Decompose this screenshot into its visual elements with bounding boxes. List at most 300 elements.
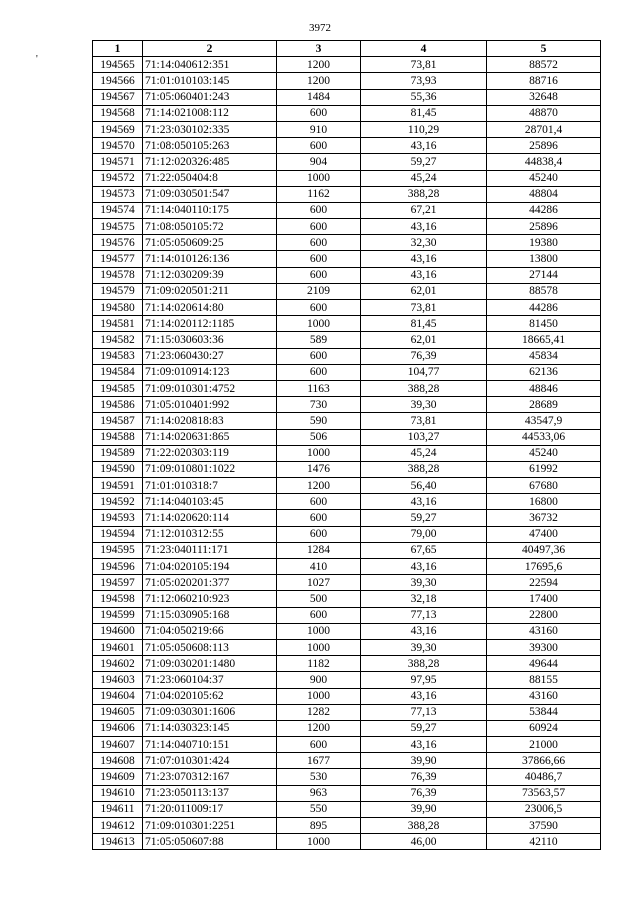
table-row: [93, 397, 601, 413]
table-cell-col-3: 600: [277, 235, 361, 251]
table-cell-col-1: 194602: [93, 656, 143, 672]
table-cell-col-1: 194568: [93, 105, 143, 121]
table-cell-col-1: 194573: [93, 186, 143, 202]
table-cell-col-2: 71:05:060401:243: [143, 89, 277, 105]
table-cell-col-2: 71:09:020501:211: [143, 283, 277, 299]
table-cell-col-1: 194586: [93, 397, 143, 413]
table-cell-col-3: 1000: [277, 445, 361, 461]
table-cell-col-5: 62136: [487, 364, 601, 380]
table-cell-col-4: 62,01: [361, 283, 487, 299]
table-cell-col-3: 1200: [277, 57, 361, 73]
table-cell-col-5: 73563,57: [487, 785, 601, 801]
table-row: [93, 251, 601, 267]
table-cell-col-2: 71:12:030209:39: [143, 267, 277, 283]
table-row: [93, 57, 601, 73]
data-table: [92, 40, 601, 850]
table-cell-col-3: 600: [277, 138, 361, 154]
table-cell-col-1: 194566: [93, 73, 143, 89]
table-row: [93, 801, 601, 817]
table-cell-col-1: 194582: [93, 332, 143, 348]
table-cell-col-1: 194572: [93, 170, 143, 186]
table-cell-col-2: 71:14:020818:83: [143, 413, 277, 429]
table-cell-col-4: 388,28: [361, 656, 487, 672]
table-cell-col-3: 910: [277, 121, 361, 137]
table-row: [93, 445, 601, 461]
table-cell-col-3: 1182: [277, 656, 361, 672]
table-row: [93, 753, 601, 769]
table-cell-col-2: 71:14:040110:175: [143, 202, 277, 218]
table-row: [93, 575, 601, 591]
table-cell-col-1: 194575: [93, 219, 143, 235]
table-cell-col-2: 71:15:030905:168: [143, 607, 277, 623]
table-row: [93, 316, 601, 332]
table-cell-col-2: 71:09:010301:2251: [143, 818, 277, 834]
table-cell-col-5: 44533,06: [487, 429, 601, 445]
table-cell-col-1: 194606: [93, 720, 143, 736]
table-cell-col-5: 17695,6: [487, 559, 601, 575]
table-cell-col-4: 73,81: [361, 300, 487, 316]
table-cell-col-2: 71:05:050607:88: [143, 834, 277, 850]
table-row: [93, 170, 601, 186]
table-cell-col-3: 600: [277, 510, 361, 526]
table-cell-col-4: 76,39: [361, 769, 487, 785]
table-cell-col-5: 28689: [487, 397, 601, 413]
table-cell-col-5: 88716: [487, 73, 601, 89]
table-row: [93, 413, 601, 429]
table-cell-col-2: 71:09:030301:1606: [143, 704, 277, 720]
table-cell-col-1: 194608: [93, 753, 143, 769]
table-cell-col-3: 1677: [277, 753, 361, 769]
table-cell-col-2: 71:14:020112:1185: [143, 316, 277, 332]
table-cell-col-2: 71:14:020620:114: [143, 510, 277, 526]
table-cell-col-5: 49644: [487, 656, 601, 672]
table-row: [93, 332, 601, 348]
table-cell-col-2: 71:09:030201:1480: [143, 656, 277, 672]
table-cell-col-2: 71:01:010318:7: [143, 478, 277, 494]
table-cell-col-3: 550: [277, 801, 361, 817]
table-cell-col-1: 194591: [93, 478, 143, 494]
table-cell-col-3: 530: [277, 769, 361, 785]
table-row: [93, 73, 601, 89]
table-cell-col-5: 60924: [487, 720, 601, 736]
table-row: [93, 542, 601, 558]
table-cell-col-1: 194579: [93, 283, 143, 299]
table-cell-col-2: 71:22:020303:119: [143, 445, 277, 461]
table-cell-col-3: 600: [277, 607, 361, 623]
table-cell-col-4: 67,65: [361, 542, 487, 558]
table-cell-col-1: 194565: [93, 57, 143, 73]
table-cell-col-4: 110,29: [361, 121, 487, 137]
table-cell-col-4: 43,16: [361, 219, 487, 235]
table-cell-col-2: 71:14:010126:136: [143, 251, 277, 267]
table-cell-col-4: 62,01: [361, 332, 487, 348]
table-cell-col-3: 600: [277, 364, 361, 380]
table-cell-col-3: 1200: [277, 720, 361, 736]
table-cell-col-4: 39,30: [361, 639, 487, 655]
table-cell-col-2: 71:14:020614:80: [143, 300, 277, 316]
table-cell-col-1: 194578: [93, 267, 143, 283]
table-cell-col-1: 194598: [93, 591, 143, 607]
table-cell-col-1: 194605: [93, 704, 143, 720]
table-cell-col-3: 600: [277, 202, 361, 218]
table-cell-col-5: 25896: [487, 219, 601, 235]
table-cell-col-1: 194604: [93, 688, 143, 704]
table-cell-col-2: 71:23:060104:37: [143, 672, 277, 688]
table-cell-col-5: 22800: [487, 607, 601, 623]
table-cell-col-2: 71:23:040111:171: [143, 542, 277, 558]
table-cell-col-1: 194576: [93, 235, 143, 251]
table-row: [93, 720, 601, 736]
table-cell-col-5: 48804: [487, 186, 601, 202]
table-row: [93, 267, 601, 283]
table-cell-col-2: 71:01:010103:145: [143, 73, 277, 89]
table-cell-col-5: 67680: [487, 478, 601, 494]
table-cell-col-1: 194580: [93, 300, 143, 316]
table-cell-col-4: 43,16: [361, 138, 487, 154]
table-row: [93, 656, 601, 672]
header-cell-4: 4: [361, 41, 487, 57]
table-cell-col-2: 71:23:050113:137: [143, 785, 277, 801]
table-row: [93, 461, 601, 477]
table-cell-col-5: 13800: [487, 251, 601, 267]
table-row: [93, 737, 601, 753]
table-cell-col-4: 43,16: [361, 737, 487, 753]
table-cell-col-2: 71:07:010301:424: [143, 753, 277, 769]
table-cell-col-2: 71:14:040612:351: [143, 57, 277, 73]
table-cell-col-5: 48870: [487, 105, 601, 121]
table-row: [93, 785, 601, 801]
table-cell-col-2: 71:04:020105:194: [143, 559, 277, 575]
table-cell-col-3: 500: [277, 591, 361, 607]
table-cell-col-1: 194607: [93, 737, 143, 753]
table-cell-col-2: 71:15:030603:36: [143, 332, 277, 348]
table-cell-col-3: 506: [277, 429, 361, 445]
table-cell-col-5: 43160: [487, 623, 601, 639]
table-cell-col-3: 900: [277, 672, 361, 688]
table-cell-col-3: 600: [277, 737, 361, 753]
table-cell-col-4: 39,30: [361, 575, 487, 591]
table-cell-col-2: 71:08:050105:72: [143, 219, 277, 235]
table-cell-col-3: 963: [277, 785, 361, 801]
table-cell-col-5: 45240: [487, 170, 601, 186]
table-cell-col-3: 1000: [277, 688, 361, 704]
table-cell-col-4: 45,24: [361, 170, 487, 186]
table-cell-col-3: 600: [277, 219, 361, 235]
table-row: [93, 623, 601, 639]
table-cell-col-5: 45834: [487, 348, 601, 364]
table-cell-col-4: 104,77: [361, 364, 487, 380]
table-cell-col-5: 88572: [487, 57, 601, 73]
table-row: [93, 639, 601, 655]
table-cell-col-2: 71:12:060210:923: [143, 591, 277, 607]
table-cell-col-4: 77,13: [361, 607, 487, 623]
table-cell-col-3: 1000: [277, 170, 361, 186]
table-cell-col-4: 388,28: [361, 186, 487, 202]
table-cell-col-5: 17400: [487, 591, 601, 607]
table-row: [93, 202, 601, 218]
table-cell-col-5: 18665,41: [487, 332, 601, 348]
table-cell-col-4: 45,24: [361, 445, 487, 461]
table-cell-col-4: 43,16: [361, 267, 487, 283]
table-cell-col-1: 194597: [93, 575, 143, 591]
table-cell-col-4: 39,30: [361, 397, 487, 413]
table-cell-col-2: 71:23:070312:167: [143, 769, 277, 785]
table-cell-col-5: 45240: [487, 445, 601, 461]
table-cell-col-1: 194590: [93, 461, 143, 477]
table-cell-col-1: 194571: [93, 154, 143, 170]
table-row: [93, 186, 601, 202]
table-row: [93, 607, 601, 623]
table-cell-col-1: 194587: [93, 413, 143, 429]
table-row: [93, 688, 601, 704]
table-cell-col-5: 88155: [487, 672, 601, 688]
table-cell-col-1: 194603: [93, 672, 143, 688]
table-cell-col-5: 37866,66: [487, 753, 601, 769]
table-cell-col-5: 42110: [487, 834, 601, 850]
table-cell-col-1: 194610: [93, 785, 143, 801]
table-cell-col-4: 73,81: [361, 413, 487, 429]
table-cell-col-3: 589: [277, 332, 361, 348]
table-cell-col-4: 43,16: [361, 251, 487, 267]
table-cell-col-5: 23006,5: [487, 801, 601, 817]
table-cell-col-4: 32,30: [361, 235, 487, 251]
table-row: [93, 235, 601, 251]
table-cell-col-5: 32648: [487, 89, 601, 105]
table-cell-col-2: 71:14:020631:865: [143, 429, 277, 445]
table-cell-col-4: 46,00: [361, 834, 487, 850]
table-body: [93, 57, 601, 850]
table-cell-col-3: 730: [277, 397, 361, 413]
table-cell-col-4: 103,27: [361, 429, 487, 445]
table-cell-col-3: 600: [277, 267, 361, 283]
table-cell-col-4: 76,39: [361, 348, 487, 364]
table-cell-col-1: 194611: [93, 801, 143, 817]
table-cell-col-5: 28701,4: [487, 121, 601, 137]
table-row: [93, 300, 601, 316]
table-cell-col-2: 71:14:030323:145: [143, 720, 277, 736]
table-cell-col-4: 79,00: [361, 526, 487, 542]
table-cell-col-1: 194613: [93, 834, 143, 850]
table-cell-col-4: 73,81: [361, 57, 487, 73]
table-cell-col-1: 194567: [93, 89, 143, 105]
table-cell-col-3: 1000: [277, 623, 361, 639]
table-cell-col-4: 97,95: [361, 672, 487, 688]
table-cell-col-2: 71:04:050219:66: [143, 623, 277, 639]
table-cell-col-2: 71:12:010312:55: [143, 526, 277, 542]
stray-mark: ': [36, 54, 38, 65]
table-cell-col-3: 1000: [277, 639, 361, 655]
table-cell-col-3: 1200: [277, 478, 361, 494]
table-cell-col-1: 194585: [93, 380, 143, 396]
table-cell-col-5: 40486,7: [487, 769, 601, 785]
table-cell-col-5: 44286: [487, 202, 601, 218]
table-cell-col-3: 600: [277, 348, 361, 364]
table-cell-col-4: 77,13: [361, 704, 487, 720]
table-cell-col-4: 43,16: [361, 559, 487, 575]
table-cell-col-5: 19380: [487, 235, 601, 251]
table-cell-col-5: 22594: [487, 575, 601, 591]
table-cell-col-1: 194595: [93, 542, 143, 558]
table-cell-col-1: 194583: [93, 348, 143, 364]
table-cell-col-5: 37590: [487, 818, 601, 834]
header-cell-2: 2: [143, 41, 277, 57]
header-cell-3: 3: [277, 41, 361, 57]
table-cell-col-1: 194596: [93, 559, 143, 575]
table-cell-col-4: 55,36: [361, 89, 487, 105]
table-cell-col-4: 59,27: [361, 154, 487, 170]
table-cell-col-2: 71:04:020105:62: [143, 688, 277, 704]
table-cell-col-2: 71:09:010301:4752: [143, 380, 277, 396]
table-cell-col-5: 43547,9: [487, 413, 601, 429]
table-cell-col-3: 895: [277, 818, 361, 834]
table-cell-col-5: 53844: [487, 704, 601, 720]
table-cell-col-4: 56,40: [361, 478, 487, 494]
table-row: [93, 364, 601, 380]
header-cell-1: 1: [93, 41, 143, 57]
table-cell-col-3: 600: [277, 251, 361, 267]
table-cell-col-1: 194581: [93, 316, 143, 332]
table-cell-col-1: 194574: [93, 202, 143, 218]
table-cell-col-3: 2109: [277, 283, 361, 299]
table-cell-col-5: 88578: [487, 283, 601, 299]
table-row: [93, 510, 601, 526]
table-cell-col-4: 43,16: [361, 688, 487, 704]
table-cell-col-2: 71:05:050608:113: [143, 639, 277, 655]
table-cell-col-4: 59,27: [361, 510, 487, 526]
table-cell-col-4: 43,16: [361, 623, 487, 639]
table-cell-col-3: 1000: [277, 834, 361, 850]
table-cell-col-3: 600: [277, 300, 361, 316]
table-cell-col-4: 59,27: [361, 720, 487, 736]
table-row: [93, 380, 601, 396]
table-cell-col-1: 194577: [93, 251, 143, 267]
table-row: [93, 769, 601, 785]
table-cell-col-4: 388,28: [361, 818, 487, 834]
table-cell-col-2: 71:08:050105:263: [143, 138, 277, 154]
table-cell-col-1: 194593: [93, 510, 143, 526]
table-cell-col-3: 1027: [277, 575, 361, 591]
table-row: [93, 154, 601, 170]
table-cell-col-4: 39,90: [361, 801, 487, 817]
table-cell-col-2: 71:05:050609:25: [143, 235, 277, 251]
table-cell-col-1: 194600: [93, 623, 143, 639]
table-cell-col-2: 71:05:010401:992: [143, 397, 277, 413]
table-cell-col-1: 194569: [93, 121, 143, 137]
table-cell-col-3: 1284: [277, 542, 361, 558]
table-cell-col-1: 194589: [93, 445, 143, 461]
table-cell-col-1: 194609: [93, 769, 143, 785]
table-cell-col-4: 76,39: [361, 785, 487, 801]
table-cell-col-1: 194570: [93, 138, 143, 154]
table-cell-col-2: 71:14:040103:45: [143, 494, 277, 510]
table-cell-col-3: 590: [277, 413, 361, 429]
table-row: [93, 283, 601, 299]
table-row: [93, 219, 601, 235]
table-cell-col-3: 1200: [277, 73, 361, 89]
header-row: [93, 41, 601, 57]
table-row: [93, 138, 601, 154]
table-cell-col-3: 1000: [277, 316, 361, 332]
table-cell-col-3: 1282: [277, 704, 361, 720]
table-cell-col-1: 194601: [93, 639, 143, 655]
table-cell-col-1: 194612: [93, 818, 143, 834]
table-row: [93, 704, 601, 720]
table-cell-col-4: 81,45: [361, 316, 487, 332]
table-cell-col-5: 47400: [487, 526, 601, 542]
table-cell-col-5: 27144: [487, 267, 601, 283]
table-cell-col-3: 1162: [277, 186, 361, 202]
table-row: [93, 348, 601, 364]
table-cell-col-3: 410: [277, 559, 361, 575]
table-cell-col-5: 36732: [487, 510, 601, 526]
table-row: [93, 478, 601, 494]
table-cell-col-1: 194584: [93, 364, 143, 380]
table-cell-col-2: 71:22:050404:8: [143, 170, 277, 186]
table-cell-col-1: 194588: [93, 429, 143, 445]
table-row: [93, 526, 601, 542]
table-row: [93, 105, 601, 121]
table-cell-col-5: 21000: [487, 737, 601, 753]
table-cell-col-3: 600: [277, 526, 361, 542]
table-cell-col-2: 71:09:010801:1022: [143, 461, 277, 477]
table-row: [93, 89, 601, 105]
table-row: [93, 121, 601, 137]
table-cell-col-4: 32,18: [361, 591, 487, 607]
table-cell-col-3: 1163: [277, 380, 361, 396]
table-cell-col-2: 71:20:011009:17: [143, 801, 277, 817]
page-number: 3972: [309, 22, 331, 34]
table-row: [93, 429, 601, 445]
table-cell-col-4: 67,21: [361, 202, 487, 218]
table-cell-col-2: 71:12:020326:485: [143, 154, 277, 170]
table-cell-col-3: 904: [277, 154, 361, 170]
table-cell-col-4: 388,28: [361, 380, 487, 396]
header-cell-5: 5: [487, 41, 601, 57]
table-cell-col-5: 39300: [487, 639, 601, 655]
table-cell-col-5: 61992: [487, 461, 601, 477]
table-row: [93, 834, 601, 850]
table-cell-col-3: 600: [277, 105, 361, 121]
table-cell-col-5: 44838,4: [487, 154, 601, 170]
table-row: [93, 494, 601, 510]
table-cell-col-4: 81,45: [361, 105, 487, 121]
table-cell-col-2: 71:09:010914:123: [143, 364, 277, 380]
table-cell-col-2: 71:14:021008:112: [143, 105, 277, 121]
table-row: [93, 559, 601, 575]
table-cell-col-3: 600: [277, 494, 361, 510]
table-cell-col-5: 44286: [487, 300, 601, 316]
table-cell-col-1: 194599: [93, 607, 143, 623]
table-cell-col-2: 71:23:060430:27: [143, 348, 277, 364]
table-row: [93, 591, 601, 607]
table-cell-col-5: 48846: [487, 380, 601, 396]
table-cell-col-3: 1476: [277, 461, 361, 477]
table-cell-col-5: 43160: [487, 688, 601, 704]
table-cell-col-4: 43,16: [361, 494, 487, 510]
table-cell-col-5: 16800: [487, 494, 601, 510]
table-cell-col-5: 40497,36: [487, 542, 601, 558]
table-cell-col-1: 194592: [93, 494, 143, 510]
table-cell-col-2: 71:23:030102:335: [143, 121, 277, 137]
table-cell-col-4: 388,28: [361, 461, 487, 477]
table-cell-col-3: 1484: [277, 89, 361, 105]
table-cell-col-2: 71:09:030501:547: [143, 186, 277, 202]
table-cell-col-4: 39,90: [361, 753, 487, 769]
table-cell-col-1: 194594: [93, 526, 143, 542]
table-row: [93, 818, 601, 834]
table-cell-col-2: 71:05:020201:377: [143, 575, 277, 591]
table-row: [93, 672, 601, 688]
